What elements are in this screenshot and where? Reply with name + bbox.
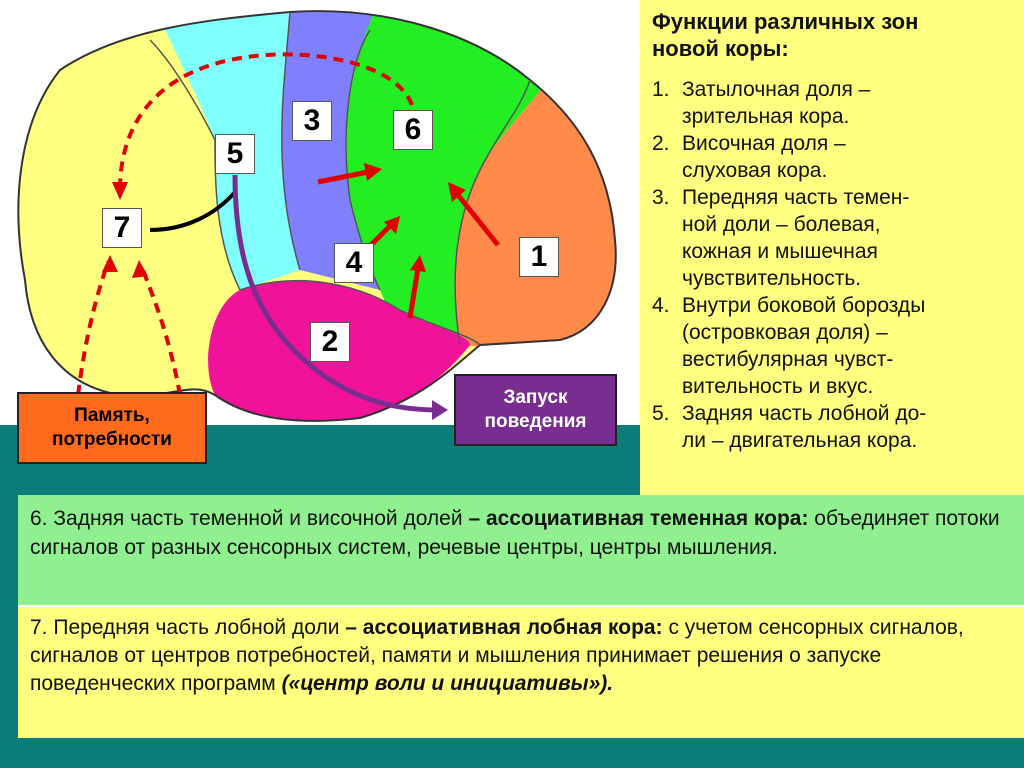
memory-box-line1: Память, bbox=[74, 405, 150, 426]
function-item-num: 4. bbox=[652, 294, 670, 317]
launch-box-line2: поведения bbox=[484, 411, 587, 432]
function-item-4 bbox=[652, 292, 1014, 400]
parietal-association-description bbox=[18, 495, 1024, 605]
left-teal-strip bbox=[0, 495, 18, 738]
box7-prefix: 7. Передняя часть лобной доли bbox=[30, 616, 346, 639]
function-item-num: 1. bbox=[652, 78, 670, 101]
box7-rest: с учетом сенсорных сигналов, сигналов от центров потребностей, памяти и мышления принимает решения о запуске поведенческих программ bbox=[30, 616, 964, 695]
function-item-line: чувствительность. bbox=[682, 267, 862, 290]
function-item-1 bbox=[652, 76, 1014, 130]
function-item-line: Задняя часть лобной до- bbox=[682, 402, 927, 425]
function-item-line: Передняя часть темен- bbox=[682, 186, 910, 209]
function-item-num: 2. bbox=[652, 132, 670, 155]
zone-label-2: 2 bbox=[310, 322, 350, 362]
box6-rest: объединяет потоки сигналов от разных сенсорных систем, речевые центры, центры мышления. bbox=[30, 507, 1000, 559]
function-item-line: (островковая доля) – bbox=[682, 321, 888, 344]
zone-label-3: 3 bbox=[292, 101, 332, 141]
function-item-line: Височная доля – bbox=[682, 132, 846, 155]
function-item-line: слуховая кора. bbox=[682, 159, 828, 182]
bottom-teal-band bbox=[0, 738, 1024, 768]
function-item-line: зрительная кора. bbox=[682, 105, 850, 128]
zone-label-7: 7 bbox=[102, 208, 142, 248]
functions-panel bbox=[640, 0, 1024, 495]
panel-title bbox=[652, 8, 1014, 62]
box7-italic: («центр воли и инициативы»). bbox=[281, 672, 614, 695]
memory-needs-box bbox=[17, 392, 207, 464]
function-item-line: ной доли – болевая, bbox=[682, 213, 881, 236]
function-item-num: 3. bbox=[652, 186, 670, 209]
function-item-3 bbox=[652, 184, 1014, 292]
zone-label-1: 1 bbox=[519, 237, 559, 277]
behavior-launch-box bbox=[454, 374, 617, 446]
function-item-line: ли – двигательная кора. bbox=[682, 429, 918, 452]
launch-box-line1: Запуск bbox=[503, 387, 568, 408]
zone-label-4: 4 bbox=[334, 243, 374, 283]
panel-title-line2: новой коры: bbox=[652, 36, 789, 61]
zone-label-5: 5 bbox=[215, 134, 255, 174]
function-item-line: вестибулярная чувст- bbox=[682, 348, 894, 371]
function-item-line: вительность и вкус. bbox=[682, 375, 874, 398]
box6-bold: – ассоциативная теменная кора: bbox=[468, 507, 809, 530]
function-item-line: Затылочная доля – bbox=[682, 78, 871, 101]
box7-bold: – ассоциативная лобная кора: bbox=[345, 616, 663, 639]
box6-prefix: 6. Задняя часть теменной и височной долей bbox=[30, 507, 469, 530]
function-item-5 bbox=[652, 400, 1014, 454]
memory-box-line2: потребности bbox=[52, 429, 172, 450]
panel-title-line1: Функции различных зон bbox=[652, 9, 919, 34]
function-item-num: 5. bbox=[652, 402, 670, 425]
function-item-line: кожная и мышечная bbox=[682, 240, 878, 263]
frontal-association-description bbox=[18, 605, 1024, 738]
function-item-2 bbox=[652, 130, 1014, 184]
functions-list bbox=[652, 76, 1014, 454]
zone-label-6: 6 bbox=[393, 110, 433, 150]
function-item-line: Внутри боковой борозды bbox=[682, 294, 926, 317]
